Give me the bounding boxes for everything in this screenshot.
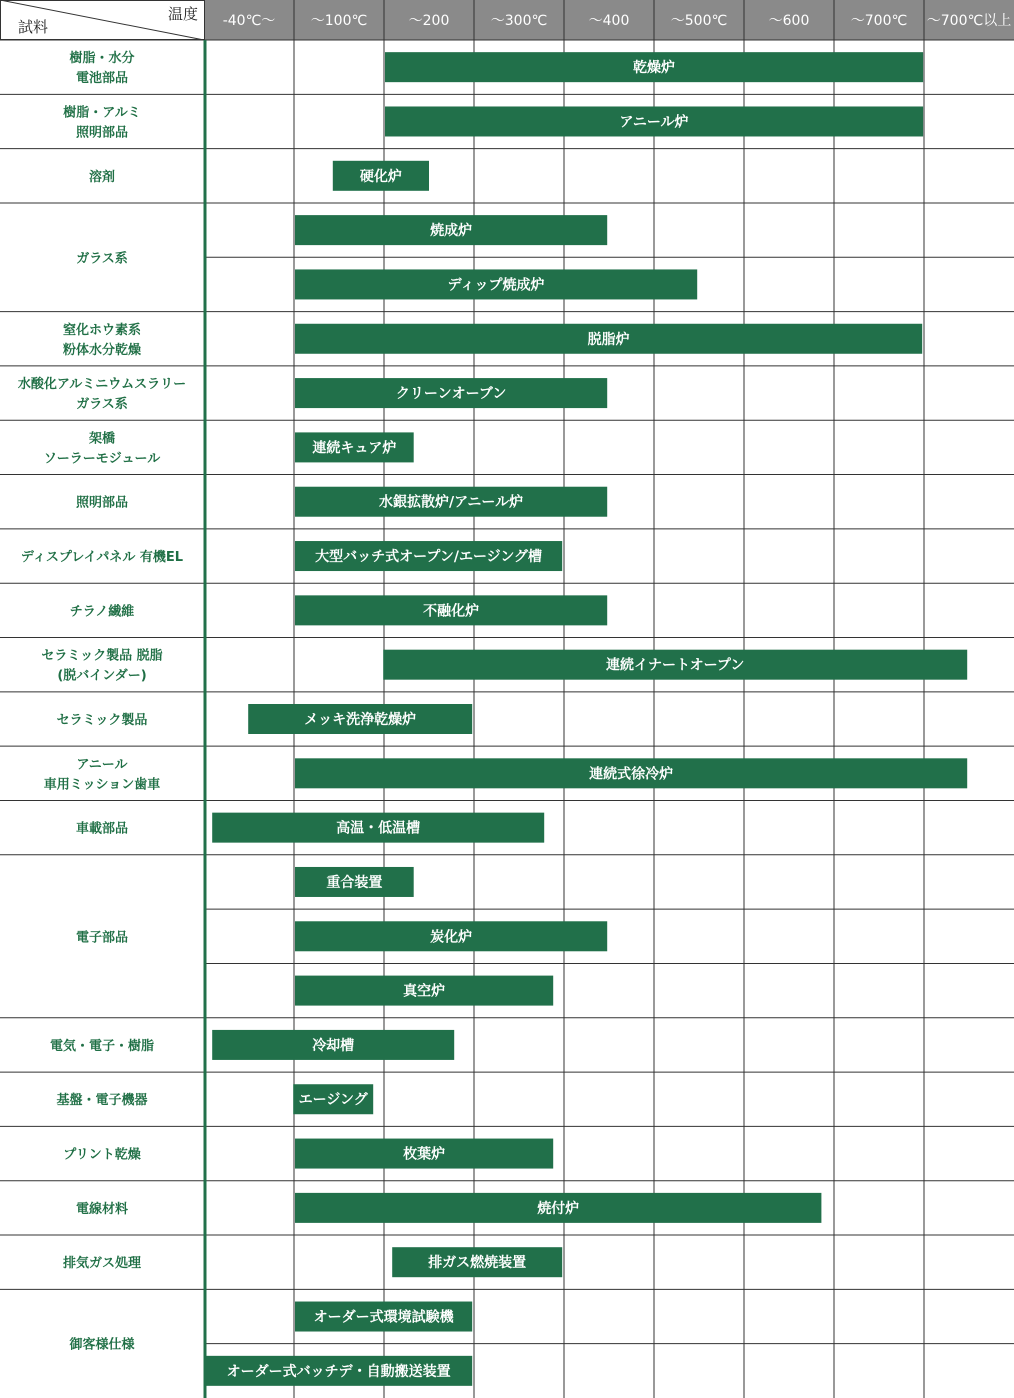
row-label: 溶剤 [88,169,116,185]
row-label: ディスプレイパネル 有機EL [20,550,184,566]
row-label: 架橋 [88,431,116,447]
bar-label: オーダー式環境試験機 [313,1309,454,1326]
bar-label: 高温・低温槽 [336,820,421,837]
column-header: 〜100℃ [310,13,368,29]
column-header: 〜600 [768,13,810,29]
corner-sample-label: 試料 [18,18,49,36]
column-header: 〜300℃ [490,13,548,29]
bar-label: クリーンオーブン [395,386,507,403]
row-label: 樹脂・アルミ [63,105,141,121]
row-label: 粉体水分乾燥 [62,342,142,358]
row-label: 車用ミッション歯車 [43,777,161,793]
row-label: 電池部品 [75,71,129,87]
column-header: 〜700℃ [850,13,908,29]
bar-label: 連続イナートオープン [606,657,745,674]
bar-label: 枚葉炉 [403,1146,446,1163]
bar-label: 乾燥炉 [633,60,676,77]
column-header: 〜400 [588,13,630,29]
row-label: ガラス系 [76,397,128,413]
row-label: ソーラーモジュール [43,451,161,467]
row-label: (脱バインダー) [57,668,147,684]
bar-label: 焼付炉 [537,1200,580,1217]
bar-label: ディップ焼成炉 [447,277,545,294]
row-label: 照明部品 [75,125,129,141]
row-label: 基盤・電子機器 [56,1093,148,1109]
row-label: ガラス系 [76,251,128,267]
row-label: 水酸化アルミニウムスラリー [17,377,187,393]
bar-label: アニール炉 [619,114,689,131]
bar-label: 焼成炉 [430,223,473,240]
row-label: 電気・電子・樹脂 [49,1038,155,1054]
column-header: 〜700℃以上 [926,13,1012,29]
row-label: 電子部品 [75,930,129,946]
bar-label: 水銀拡散炉/アニール炉 [379,494,524,511]
column-header: -40℃〜 [222,13,276,29]
bar-label: 真空炉 [403,983,446,1000]
bar-label: 冷却槽 [312,1037,355,1054]
row-label: 御客様仕様 [69,1337,135,1353]
row-label: 排気ガス処理 [62,1256,142,1272]
bar-label: メッキ洗浄乾燥炉 [304,712,417,728]
bar-label: 大型バッチ式オープン/エージング槽 [315,549,543,566]
row-label: 照明部品 [75,495,129,511]
bar-label: 硬化炉 [359,168,402,185]
bar-label: 排ガス燃焼装置 [428,1255,527,1272]
row-label: セラミック製品 脱脂 [41,648,163,664]
bar-label: エージング [298,1092,368,1109]
column-header: 〜500℃ [670,13,728,29]
bar-label: 炭化炉 [430,929,473,946]
row-label: 電線材料 [75,1201,129,1217]
column-header: 〜200 [408,13,450,29]
bar-label: 不融化炉 [423,603,480,620]
row-label: 樹脂・水分 [69,51,135,67]
row-label: セラミック製品 [56,713,148,728]
row-label: 車載部品 [75,821,129,837]
bar-label: 脱脂炉 [587,331,630,348]
row-label: アニール [76,757,128,773]
bar-label: 連続式徐冷炉 [589,766,674,783]
bar-label: 連続キュア炉 [312,440,397,457]
bar-label: オーダー式バッチデ・自動搬送装置 [226,1363,451,1380]
bar-label: 重合装置 [326,874,383,891]
corner-temp-label: 温度 [167,5,198,23]
row-label: 窒化ホウ素系 [62,322,142,338]
row-label: プリント乾燥 [63,1147,141,1163]
row-label: チラノ繊維 [69,604,135,620]
